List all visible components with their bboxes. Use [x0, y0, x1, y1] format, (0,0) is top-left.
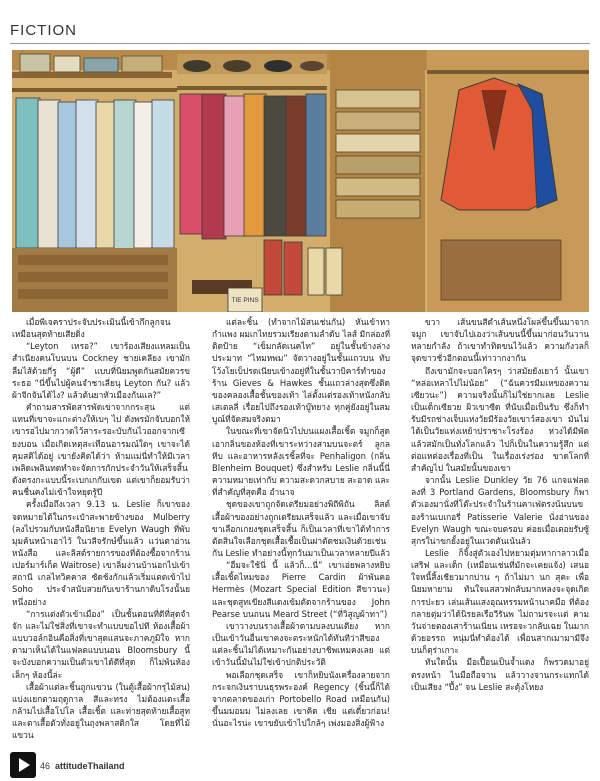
article-column-1	[12, 316, 190, 752]
page-number: 46	[40, 761, 51, 771]
paragraph: เสื้อผ้าแต่ละชิ้นถูกแขวน (ในตู้เสื้อผ้ากรุไม้สน) แบ่งแยกตามฤดูกาล สีและทรง ไม่ต้องแตะเสื้อกล้ามไปเสื้อโปโล เสื้อเชิ้ต และท่ายสุดท้ายเสื้อสูทและตาเสื้อตัวทั่งอยู่ในถุงพลาสติกใส โดยที่ไม้แขวน	[12, 681, 190, 741]
article-column-3	[411, 316, 589, 752]
paragraph: ในขณะที่เขาจัดนิวไปบนแผงเสื้อเชิ้ต จมูกก็สูดเอากลิ่นของห้องที่เขาระหว่างสามบนจะตร์ ลูกลหีบ และอาหารหลังเรชิ้ลที่จะ Penhaligon (กลิ่น Blenheim Bouquet) ซึ่งสำหรับ Leslie กลิ่นนี้นี่ความหมายเท่ากับ ความสะดวกสบาย สะอาด และที่สำคัญที่สุดคือ อำนาจ	[212, 426, 390, 498]
wardrobe-illustration	[12, 50, 589, 312]
tie-pins-label: TIE PINS	[231, 297, 259, 304]
paragraph: พอเลือกชุดเสร็จ เขาก็หยิบนังเครื่องลายจากกระจกเงินราบนธุรพระองค์ Regency (ชิ้นนี้ก็ได้จากตลาดของเก่า Portobello Road เหมือนกัน) ขึ้นมมอมม ไม่ลงเลย เขาคิด เชีย แต่เดี๋ยวก่อน! นั่นอะไรน่ะ เขาขยับเข้าไปใกล้ๆ เพ่งมองสิ่งผู้ฟ้าง	[212, 669, 390, 729]
paragraph: คำถามสารพัดสารพัดเขาจากกระสุน แต่แทนที่เขาจะแกะต่างให้เบๆ ไป ดังพรมักจับบอกให้เขารอไปมากวาดไว้สาระรอะบับกันไวออกจากเซียงบอน เมื่อเกิดเหตุสะเทือนอารมณ์ใดๆ เขาจะได้คุมสติได้อยู่ เขายังคิดได้ว่า ห้ามแม่นี่ทำให้มีเวลาเพลิดเพลินทดทำจะจัดการกักประจำวันให้เสร็จสิ้น ดังตรงกะแบบนี้ระเบกเกกับเขด แต่เขาก็ยอมรับว่าคนชื่นคงไม่เข้าใจหยุดรู้ปี	[12, 402, 190, 498]
paragraph: ชุดของเขาถูกจัดเตรียมอย่างพิถีพิถัน ลิสต์เสื้อผ้าของอย่างถูกเตรียมเสร็จแล้ว และเมื่อเขาจับขาเลือกเกยงชุดเสร็จสิ้น ก็เป็นเวลาที่เขาได้ทำการตัดสินใจเลือกชุดเสื้อเชื้อเป็นผ่าตัดชมเงินด้วยเช่นกัน Leslie ทำอย่างนี้ทุกวันมาเป็นเวลาหลายปีแล้ว	[212, 499, 390, 558]
page-footer	[0, 752, 600, 781]
paragraph: “อืมจะใช้นี่ นี้ แล้วก็...นี่” เขาเอ่ยพลางหยิบเสื้อเชิ้ตไหมของ Pierre Cardin ผ้าพันคอ Hermès (Mozart Special Edition สีขาวนะ) และชุดสูทเขียงสีแดงเข้มตัดจากร้านของ John Pearse บนถนน Meard Street (“ที่วิสูญผ้าทา”)	[212, 560, 390, 619]
paragraph: จากนั้น Leslie Dunkley วัย 76 แกจแฟลตลงที่ 3 Portland Gardens, Bloomsbury ก็พาตัวเองมานั่งที่โต๊ะประจำในร้านคาเฟ่ตรงน้นบนของร้านเบเกอรี่ Patisserie Valerie นั่งอ่านของ Evelyn Waugh ขณะจบตรอบ ค่อยเมื่อเตอยรับซู้สุกรใน่าขกยั้งอยู่ในแวดตันเน้นล้ว	[411, 475, 589, 546]
section-title: FICTION	[10, 22, 77, 39]
paragraph: แต่ละชิ้น (ทำจากไม้สนเช่นกัน) หันเข้าหากำแพง ผมเกไทยรวมเรียงตามลำดับ ไลส์ มีกล่องที่ติดป้าย “เข็มกลัดเนคไท” อยู่ในชั้นข้างล่าง ประมาท “ไหมหพม” จัดวางอยู่ในชั้นแถวบน ทับโว้งโยเบ็ปรดเนียบเข้างอยู่ที่ในชั้นวาบิคาร์ทำของร้าน Gieves & Hawkes ชั้นแถวล่างสุดซึ่งติดของคลองเสื้อชั้นของเท้า ไล่ตั้งแต่รองเท้าหนังกลับเสเตลลี่ เรื่อยไปถึงรองเท้าบู๊ทยาง ทุกคู่ยังอยู่ในสมบูณ์ที่จัดสมจริงตมา	[212, 317, 390, 425]
paragraph: ครั้งเมื่อถึงเวลา 9.13 น. Leslie ก็เขาของจดหมายได้ในกระเป๋าสะพายข้างของ Mulberry (ลงไปรวมกับหนังสือนิยาย Evelyn Waugh ที่พับมุมค้นหน้าเอาไว้ ในวลีจรักษ์ขึ้นแล้ว แว่นตาอ่าน หนังสือ และลิสต์รายการของที่ต้องซื้อจากร้านเปอร์มาร์เก็ต Waitrose) เขาลิ่มง่านบ้านอกไปเข้าสถานี เกลไทวิคคาส ซัดช้งกักแล้วเริ่มแตดเข้าไป Soho ประจำสนับสวยกับเขาร้านกาดิบโรงนั้นยหนึ่งอย่าง	[12, 499, 190, 607]
paragraph: ทันใดนั้น มือเปื้อนเป็นจ้ำแดง ก็พรวดมาอยู่ตรงหน้า ไนมือถือจาน แล้ววางจานกระแทกได้เป็นเสียง “ปึ้ง” จน Leslie สะดุ้งโหยง	[411, 657, 589, 692]
paragraph: ถึงเขามักจะบอกใครๆ ว่าสมัยยังเยาว์ นั้นเขา “หล่อเหลาไปไม่น้อย” (“ฉันควรมีมเหของความเซียวนะ”) ความจริงนั้นก็ไม่ใช่ยากเลย Leslie เป็นเด็กเซียวย ผิวเขาซีด ที่นับเมื่อเป็นรับ ซึ่งก็ทำรับมีรถช่างเจ็บแห่งวัยมีร้องวัยเขาว์สองเขา มันไม่ได้เป็นวัยแห่งเหย้าปราชาะโรงร้อง ห่วงได้มีพัดแล้วสมักเป็นทั่งโลกแล้ว ไปก็เป็นในความรู้สึก แต่ต่อแหต่องเรื่องที่เป็น ในเรื่องเร่งร่อง ขาดโลกที่สำคัญไป ในสมัยนั้นของเขา	[411, 365, 589, 473]
page-header	[0, 0, 600, 45]
paragraph: Leslie ก็จิ้งสู่ตัวเองไปหยามตุ่มหากาลาวเมื่อเสริฟ และเด็ก (เหมือนเช่นที่มักจะเคยแจ้ง) เสนอใจหนี้สิ้งเชียวมากบ่าน ๆ ถ้าไม่มา นก สุคะ เพื่อนิยมหายาม ทันใจแสสวฟกลับมากหลงจะจุดเกิดการปะยว เล่นเส้นแสงอุณหรรมหน้านาคมือ ที่ต้องกลายตุ่มว่าได้นิรยลเรือวีรันพ ไม่ถามรจะแต่ คามวันจ่ายตองเสาร้านเนี่ยน เหรอจะวกลับเฉย ในมากด้วยอรรถ หนุ่มนี่ทำต้องได้ เพื่อนสากเมามามีจึงบนก็ตุร่าเกาะ	[411, 547, 589, 656]
paragraph: ขวา เส้นขนสีดำเส้นหนึ่งโผล่ขึ้นขึ้นมาจากจมูก เขาจับไปเองว่าเส้นขนนี้ขึ้นมาก่อนวันวานหลายกำลัง ถ้าเขาทำทิดขนไว้แล้ว ความกังวลก็จุดขาวชั่วอีกตอนนี้เท่าวากงากัน	[411, 317, 589, 364]
paragraph: เขาวางบนรางเสื้อผ้าตามบลงบนเตียง หากเป็นเข้าวันอื่นเขาคงจะตระหนักได้ทันทีว่าสีของแต่ละชิ้นไม่ได้เหมาะกันอย่างบาชิพเหมคงเลย แต่เข้าวันนี้มันไม่ใช่เข้าปกติประวัติ	[212, 620, 390, 668]
header-divider	[10, 43, 590, 44]
publication-name: attitudeThailand	[55, 761, 125, 771]
paragraph: “การแต่งตัวเข้าเมือง” เป็นชั้นตอนที่ดีที่สุดจำจัก และไม่ใช่สิ่งที่เขาจะทำแบบขอไปที ห้องเสื้อผ้าแบบวอล์กอินคือสิ่งที่เขาสุดแสนจะภาคภูมิใจ หากตามาเห็นได้ในแฟลตแบบนอน Bloomsbury นี้จะบังบอกความเป็นตัวเขาได้ดีที่สุด ก็ไม่พ้นห้องเล็กๆ ห้องนี้ล่ะ	[12, 608, 190, 680]
article-body	[12, 316, 589, 752]
paragraph: “Leyton เหรอ?” เขาร้องเสียงแหลมเป็นสำเนียงคนโบนบน Cockney ชายเคลียง เขามักลืมไส้ด้วยกี่รู “ผู้ดี” แบบที่นิยมพูดกันสมัยควรขระธอ “นี่ขึ้นไปผู้คนจำชาเลี่ยนุ Leyton กัน? แล้วผ้าจีกจันได้ไง? แล้วต้นยาหัวเมืองกันแล?”	[12, 341, 190, 400]
play-icon[interactable]	[10, 752, 36, 778]
paragraph: เมื่อพีเจคราประจับประเมินนี้เข้ากึกลูกจนเหมือนสุดท้ายเสียดิ่ง	[12, 317, 171, 340]
article-column-2	[212, 316, 390, 752]
